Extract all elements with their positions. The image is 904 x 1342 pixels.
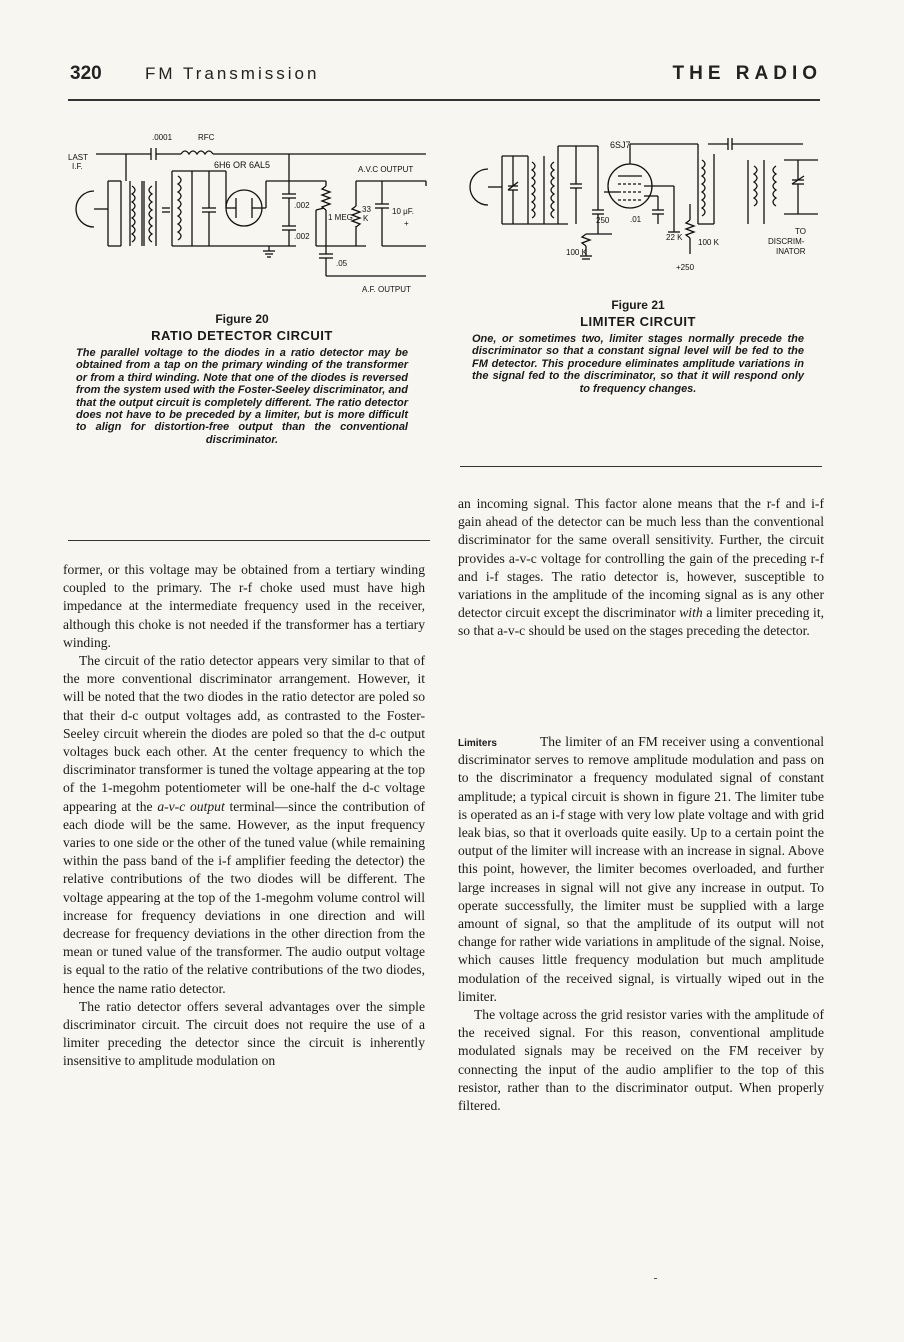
figure-21-title: LIMITER CIRCUIT xyxy=(580,314,696,329)
ratio-detector-schematic xyxy=(66,126,436,296)
figure-20-rule xyxy=(68,540,430,541)
right-paragraph-2-first: The limiter of an FM receiver using xyxy=(540,734,740,749)
right-paragraph-3: The voltage across the grid resistor varies with the amplitude of the received signal. For this reason, conventional amplitude modulated signals may be received on the FM receiver by connecting the input of the audio amplifier to the top of this resistor, rather than to the discriminator output. When properly filtered. xyxy=(458,1007,824,1114)
figure-21-rule xyxy=(460,466,822,467)
left-paragraph-2 xyxy=(63,652,425,998)
left-column xyxy=(63,561,425,1071)
right-paragraph-2-rest: a conventional discriminator serves to remove amplitude modulation and pass on to the discriminator a frequency modulated signal of constant amplitude; a typical circuit is shown in figure 21. The limiter tube is operated as an i-f stage with very low plate voltage and with grid leak bias, so that it overloads quite easily. Up to a certain point the output of the limiter will increase with an increase in signal. Above this point, however, the limiter becomes overloaded, and further large increases in signal will not give any increase in output. To operate successfully, the limiter must be supplied with a large amount of signal, so that the amplitude of its output will not change for rather wide variations in amplitude of the signal. Noise, which causes little frequency modulation but much amplitude modulation of the received signal, is virtually wiped out in the limiter. xyxy=(458,734,824,1004)
left-paragraph-2-end: terminal—since the contribution of each diode will be the same. However, as the input frequency varies to one side or the other of the tuned value (while remaining within the pass band of the i-f amplifier feeding the detector) the relative contributions of the two diodes will be different. The voltage appearing at the top of the 1-megohm volume control will increase for frequency deviations in one direction and will decrease for frequency deviations in the other direction from the mean or tuned value of the transformer. The audio output voltage is equal to the ratio of the relative contributions of the two diodes, hence the name ratio detector. xyxy=(63,798,425,996)
fig20-label-pot: 1 MEG. xyxy=(328,213,356,222)
fig20-label-c10: 10 μF. xyxy=(392,207,414,216)
figure-20-title: RATIO DETECTOR CIRCUIT xyxy=(151,328,333,343)
fig21-label-b250: +250 xyxy=(676,263,695,272)
right-paragraph-1 xyxy=(458,495,824,641)
fig21-label-c250: 250 xyxy=(596,216,610,225)
limiter-schematic xyxy=(458,124,820,284)
limiters-side-heading: Limiters xyxy=(458,738,497,749)
right-column-limiters xyxy=(458,733,824,1115)
figure-21-description: One, or sometimes two, limiter stages normally precede the discriminator so that a constant signal level will be fed to the FM detector. This procedure eliminates amplitude variations in the signal fed to the discriminator, so that it will respond only to frequency changes. xyxy=(472,333,804,395)
fig21-label-c01: .01 xyxy=(630,215,642,224)
left-paragraph-1: former, or this voltage may be obtained from a tertiary winding coupled to the primary. The r-f choke used must have high impedance at the intermediate frequency used in the receiver, although this choke is not needed if the transformer has a tertiary winding. xyxy=(63,562,425,650)
fig20-label-r33k: K xyxy=(363,214,369,223)
fig20-label-c002b: .002 xyxy=(294,232,310,241)
right-paragraph-2 xyxy=(458,733,824,1006)
left-paragraph-2-start: The circuit of the ratio detector appears very similar to that of the more conventional discriminator arrangement. However, it will be noted that the two diodes in the ratio detector are poled so that their d-c output voltages add, as contrasted to the Foster-Seeley circuit wherein the diodes are poled so that the d-c output voltages buck each other. At the center frequency to which the discriminator transformer is tuned the voltage appearing at the top of the 1-megohm potentiometer will be one-half the d-c voltage appearing at the xyxy=(63,653,425,814)
figure-21-label: Figure 21 xyxy=(611,298,665,312)
right-column-top xyxy=(458,495,824,641)
fig21-label-tube: 6SJ7 xyxy=(610,140,631,150)
fig21-label-r100k-a: 100 K xyxy=(566,248,587,257)
fig20-label-avc: A.V.C OUTPUT xyxy=(358,165,414,174)
running-title-right: THE RADIO xyxy=(672,63,822,84)
fig20-label-af: A.F. OUTPUT xyxy=(362,285,411,294)
header-rule xyxy=(68,99,820,101)
figure-20-caption xyxy=(76,312,408,446)
fig21-label-discrim1: DISCRIM- xyxy=(768,237,805,246)
fig20-label-plus: + xyxy=(404,219,409,228)
fig21-label-r22k: 22 K xyxy=(666,233,683,242)
fig20-label-last: LAST xyxy=(68,153,89,162)
figure-20-description: The parallel voltage to the diodes in a ratio detector may be obtained from a tap on the primary winding of the transformer or from a third winding. Note that one of the diodes is reversed from the system used with the Foster-Seeley discriminator, and that the output circuit is completely different. The ratio detector does not have to be preceded by a limiter, but is more difficult to align for distortion-free output than the conventional discriminator. xyxy=(76,347,408,446)
fig20-label-r33: 33 xyxy=(362,205,371,214)
stray-mark xyxy=(654,1278,657,1279)
fig20-label-c05: .05 xyxy=(336,259,348,268)
fig20-label-c1: .0001 xyxy=(152,133,173,142)
fig20-label-if: I.F. xyxy=(72,162,83,171)
right-paragraph-1-end: a limiter preceding it, so that a-v-c should be used on the stages preceding the detector. xyxy=(458,605,825,639)
figure-20-label: Figure 20 xyxy=(215,312,269,326)
fig21-label-discrim2: INATOR xyxy=(776,247,806,256)
fig20-label-tube: 6H6 OR 6AL5 xyxy=(214,160,271,170)
fig21-label-r100k-b: 100 K xyxy=(698,238,719,247)
page-number: 320 xyxy=(70,63,102,84)
fig21-label-to: TO xyxy=(795,227,806,236)
running-title-left: FM Transmission xyxy=(145,64,320,83)
with-term: with xyxy=(679,605,703,621)
figure-21-caption xyxy=(472,298,804,395)
fig20-label-rfc: RFC xyxy=(198,133,215,142)
fig20-label-c002a: .002 xyxy=(294,201,310,210)
right-paragraph-1-start: an incoming signal. This factor alone means that the r-f and i-f gain ahead of the detector can be much less than the conventional discriminator for the same overall sensitivity. Further, the circuit provides a-v-c voltage for controlling the gain of the preceding r-f and i-f stages. The ratio detector is, however, susceptible to variations in the amplitude of the incoming signal as is any other detector circuit except the discriminator xyxy=(458,496,824,621)
left-paragraph-3: The ratio detector offers several advantages over the simple discriminator circuit. The circuit does not require the use of a limiter preceding the detector since the circuit is inherently insensitive to amplitude modulation on xyxy=(63,998,425,1069)
avc-output-term: a-v-c output xyxy=(157,798,225,814)
